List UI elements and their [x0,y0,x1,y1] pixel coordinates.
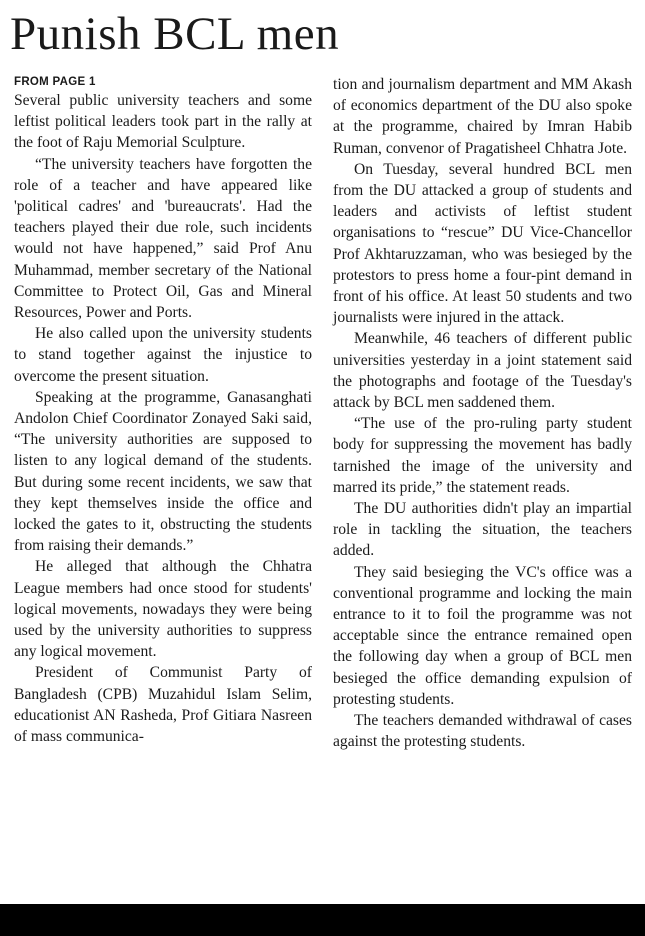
paragraph: He also called upon the university students to stand together against the injustice to overcome the present situation. [14,325,312,385]
paragraph: “The use of the pro-ruling party student body for suppressing the movement has badly tarnished the image of the university and marred its pride,” the statement reads. [333,415,632,496]
paragraph: “The university teachers have forgotten the role of a teacher and have appeared like 'political cadres' and 'bureaucrats'. Had the teachers played their due role, such incidents would not have happened,” said Prof Anu Muhammad, member secretary of the National Committee to Protect Oil, Gas and Mineral Resources, Power and Ports. [14,155,312,322]
paragraph: They said besieging the VC's office was a conventional programme and locking the main entrance to it to foil the programme was not acceptable since the entrance remained open the following day when a group of BCL men besieged the office demanding expulsion of protesting students. [333,563,632,708]
continuation-kicker: FROM PAGE 1 [14,76,96,88]
paragraph: President of Communist Party of Bangladesh (CPB) Muzahidul Islam Selim, educationist AN Rasheda, Prof Gitiara Nasreen of mass communica- [14,664,312,746]
paragraph: On Tuesday, several hundred BCL men from the DU attacked a group of students and leaders and activists of leftist student organisations to “rescue” DU Vice-Chancellor Prof Akhtaruzzaman, who was besieged by the protestors to press home a four-pint demand in front of his office. At least 50 students and two journalists were injured in the attack. [333,160,632,327]
paragraph: He alleged that although the Chhatra League members had once stood for students' logical movements, nowadays they were being used by the university authorities to suppress any logical movement. [14,558,312,661]
paragraph: Meanwhile, 46 teachers of different public universities yesterday in a joint statement said the photographs and footage of the Tuesday's attack by BCL men saddened them. [333,330,632,412]
paragraph: Several public university teachers and some leftist political leaders took part in the rally at the foot of Raju Memorial Sculpture. [14,92,312,152]
paragraph: The teachers demanded withdrawal of cases against the protesting students. [333,712,632,751]
paragraph: The DU authorities didn't play an impartial role in tackling the situation, the teachers added. [333,500,632,560]
paragraph: Speaking at the programme, Ganasanghati Andolon Chief Coordinator Zonayed Saki said, “The university authorities are supposed to listen to any logical demand of the students. But during some recent incidents, we saw that they kept themselves inside the office and locked the gates to it, obstructing the students from raising their demands.” [14,388,312,555]
article-headline: Punish BCL men [10,8,340,60]
paragraph: tion and journalism department and MM Akash of economics department of the DU also spoke at the programme, chaired by Imran Habib Ruman, convenor of Pragatisheel Chhatra Jote. [333,76,632,157]
article-column-right [333,74,632,753]
article-column-left [14,74,312,747]
bottom-black-bar [0,904,645,936]
